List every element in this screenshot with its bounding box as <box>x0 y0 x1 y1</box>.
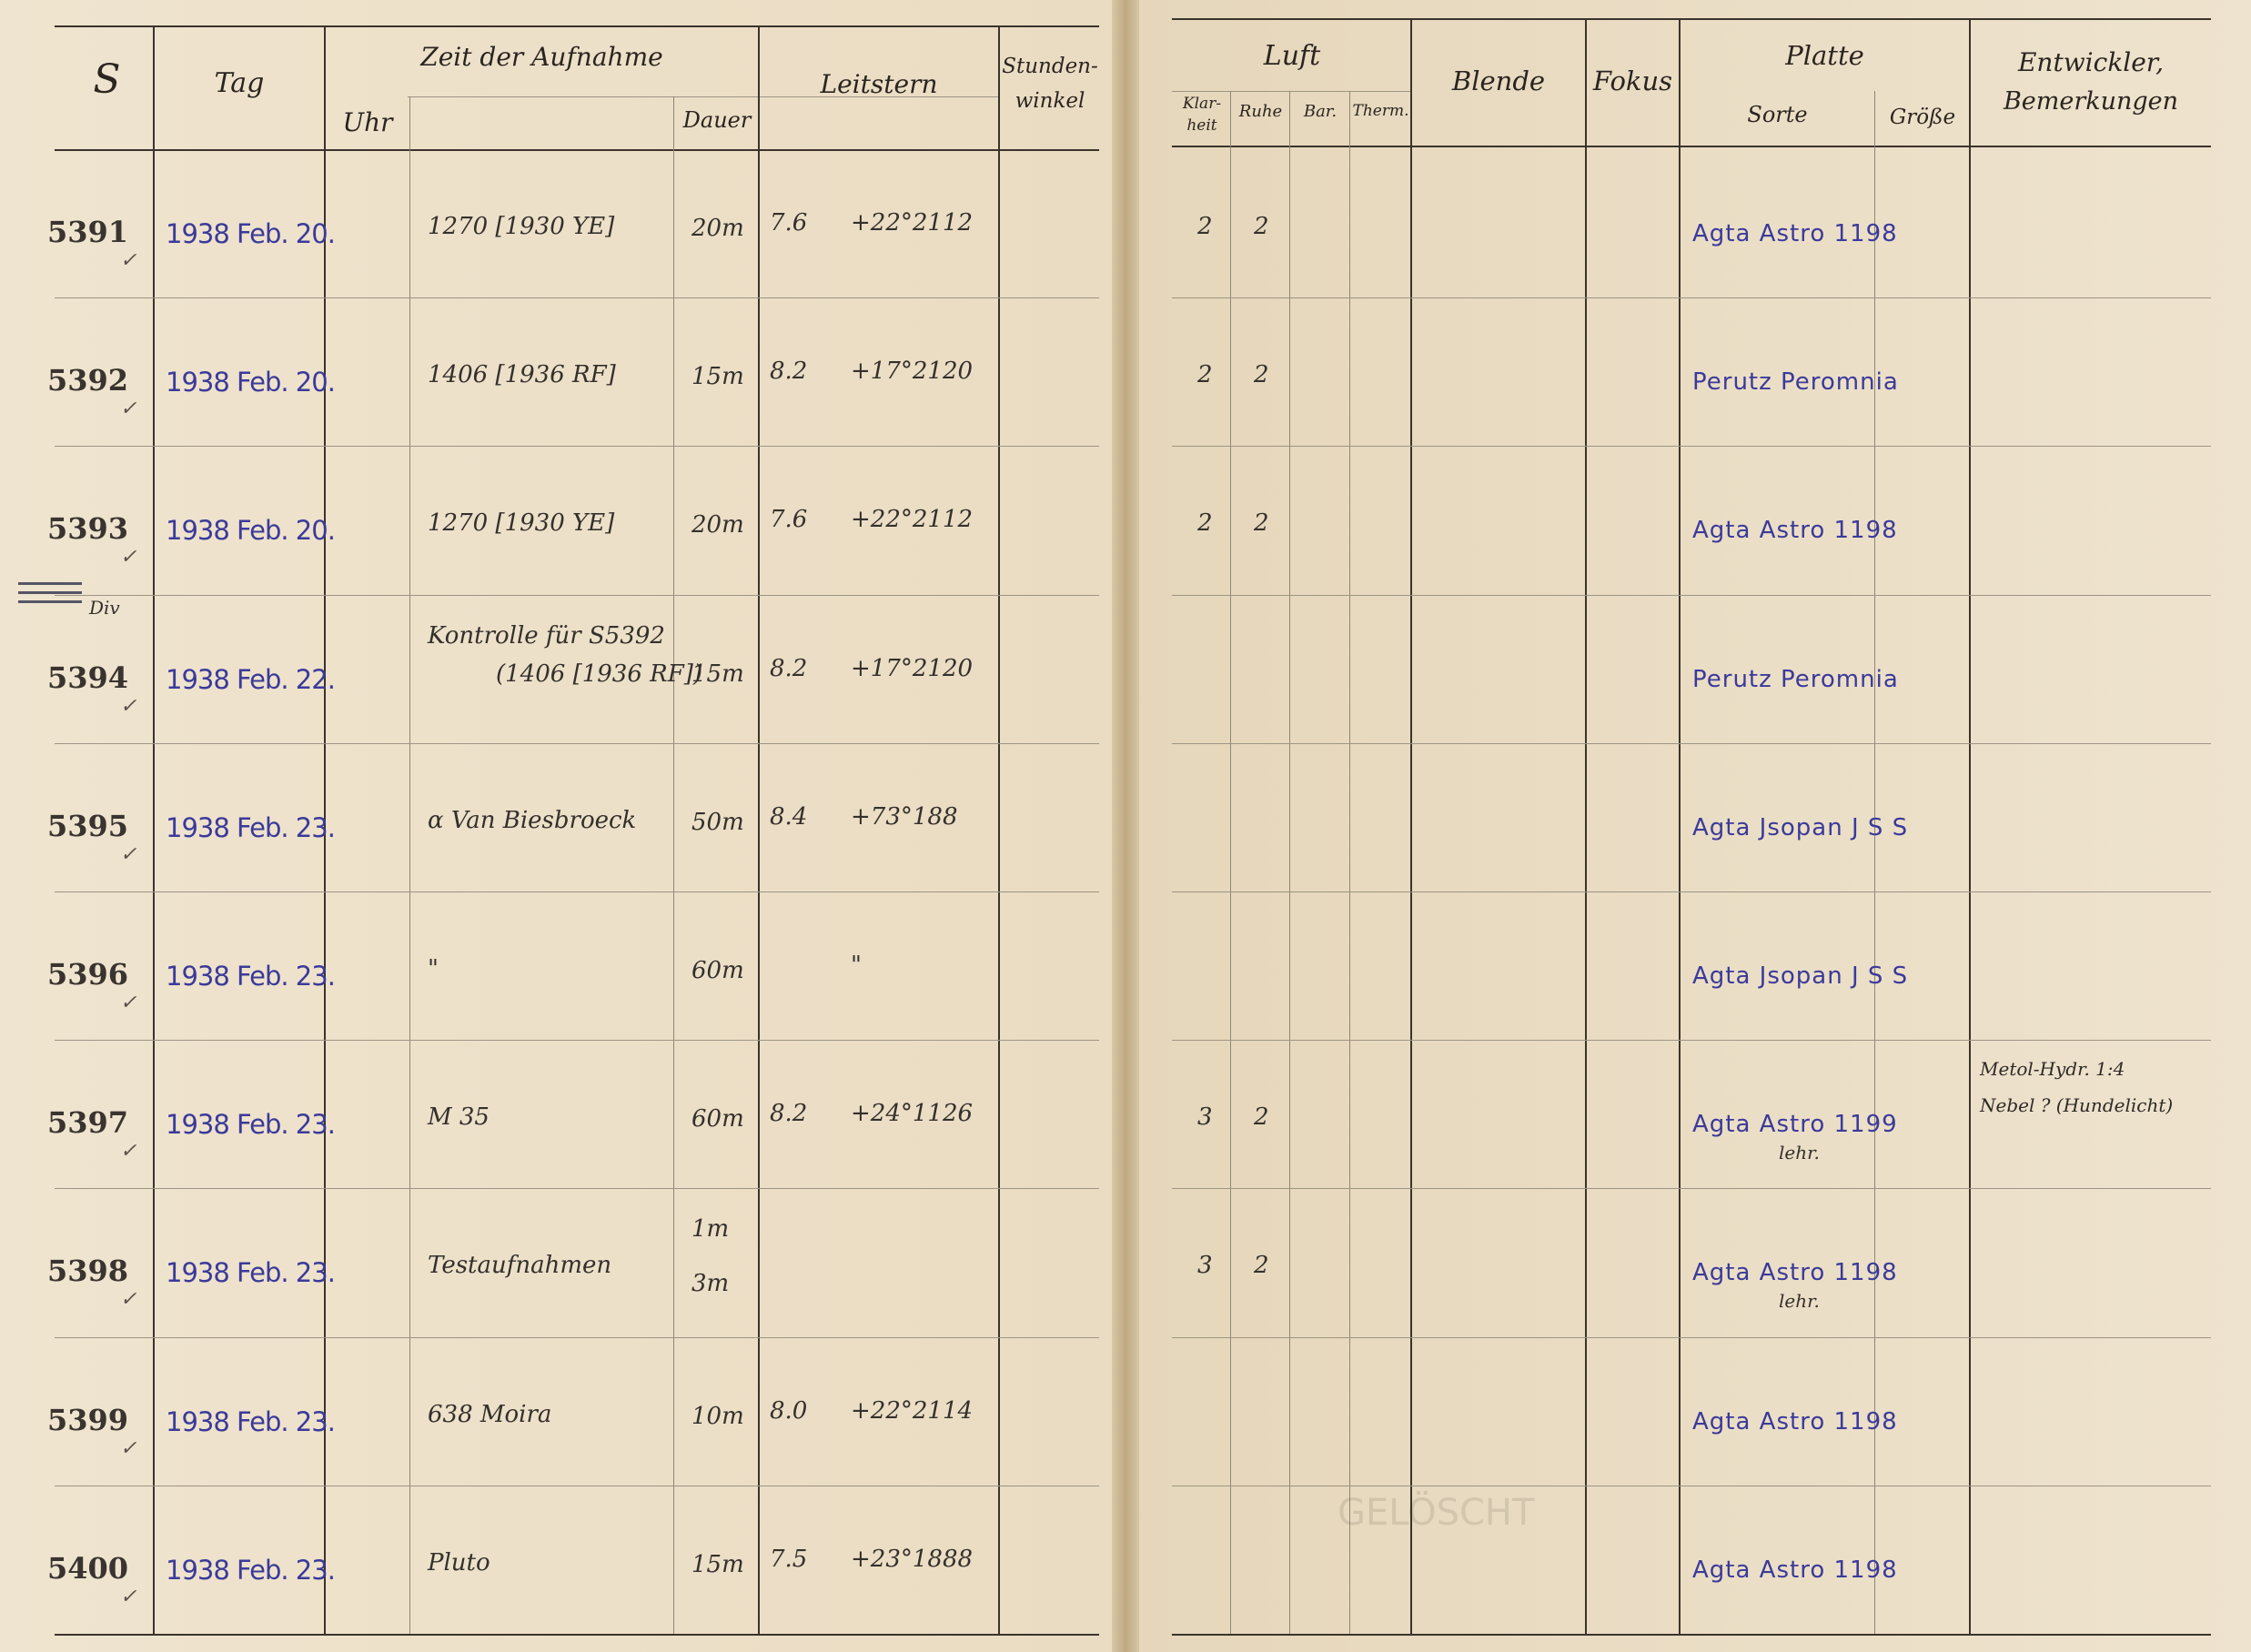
header-tag: Tag <box>214 67 265 99</box>
guide-star-magnitude: 8.2 <box>770 1100 808 1127</box>
check-mark: ✓ <box>120 546 137 569</box>
left-row-rule <box>55 1040 1099 1041</box>
entry-date: 1938 Feb. 20. <box>166 515 335 546</box>
plate-type: Agta Astro 1198 <box>1692 1259 1898 1286</box>
right-luft-subrule <box>1172 91 1410 92</box>
air-clarity: 2 <box>1197 509 1213 537</box>
developer-note: Metol-Hydr. 1:4 <box>1980 1058 2125 1080</box>
guide-star-id: +17°2120 <box>851 655 974 682</box>
left-col-obj <box>673 96 674 1634</box>
header-sorte: Sorte <box>1747 102 1808 127</box>
object-name: α Van Biesbroeck <box>428 807 637 834</box>
header-uhr: Uhr <box>342 107 393 137</box>
entry-number: 5393 <box>47 511 129 546</box>
check-mark: ✓ <box>120 1586 137 1608</box>
entry-date: 1938 Feb. 23. <box>166 961 335 992</box>
header-dauer: Dauer <box>682 107 752 133</box>
margin-stroke <box>18 600 82 603</box>
left-col-s <box>153 25 155 1636</box>
right-col-bar <box>1349 91 1350 1634</box>
right-col-therm <box>1410 18 1412 1636</box>
header-s: S <box>93 56 121 103</box>
header-blende: Blende <box>1451 65 1546 96</box>
air-steadiness: 2 <box>1254 1252 1269 1279</box>
plate-type: Agta Astro 1198 <box>1692 220 1898 247</box>
guide-star-magnitude: 8.0 <box>770 1397 808 1425</box>
left-bottom-rule <box>55 1634 1099 1636</box>
guide-star-id: +22°2114 <box>851 1397 974 1425</box>
left-col-leitstern <box>998 25 1000 1636</box>
plate-note: lehr. <box>1779 1142 1820 1163</box>
exposure-duration: 50m <box>691 809 744 836</box>
remark-note: Nebel ? (Hundelicht) <box>1980 1094 2174 1116</box>
entry-number: 5391 <box>47 215 129 249</box>
guide-star-id: +24°1126 <box>851 1100 974 1127</box>
object-name: " <box>428 955 439 982</box>
entry-number: 5392 <box>47 363 129 398</box>
plate-type: Agta Astro 1199 <box>1692 1111 1898 1138</box>
right-col-ruhe <box>1289 91 1290 1634</box>
margin-note: Div <box>89 597 120 619</box>
left-col-dauer <box>758 25 760 1636</box>
check-mark: ✓ <box>120 1140 137 1163</box>
margin-stroke <box>18 582 82 585</box>
guide-star-id: +17°2120 <box>851 358 974 385</box>
object-name-line2: (1406 [1936 RF]) <box>496 660 703 688</box>
left-row-rule <box>55 595 1099 596</box>
guide-star-magnitude: 7.5 <box>770 1546 808 1573</box>
left-row-rule <box>55 446 1099 447</box>
guide-star-id: " <box>851 952 862 979</box>
right-col-sorte <box>1874 91 1875 1634</box>
right-col-fokus <box>1679 18 1681 1636</box>
object-name: Testaufnahmen <box>428 1252 612 1279</box>
exposure-duration: 15m <box>691 1551 744 1578</box>
object-name: Pluto <box>428 1549 490 1576</box>
check-mark: ✓ <box>120 1437 137 1460</box>
exposure-duration: 15m <box>691 363 744 390</box>
margin-stroke <box>18 591 82 594</box>
check-mark: ✓ <box>120 1288 137 1311</box>
right-row-rule <box>1172 446 2211 447</box>
plate-type: Agta Jsopan J S S <box>1692 814 1909 841</box>
right-col-groesse <box>1969 18 1971 1636</box>
right-row-rule <box>1172 595 2211 596</box>
entry-date: 1938 Feb. 20. <box>166 218 335 249</box>
header-entwickler: Entwickler, <box>2017 47 2165 77</box>
header-groesse: Größe <box>1889 106 1956 129</box>
header-bemerkungen: Bemerkungen <box>2003 87 2179 116</box>
check-mark: ✓ <box>120 249 137 272</box>
entry-number: 5399 <box>47 1403 129 1437</box>
exposure-duration: 20m <box>691 215 744 242</box>
header-therm: Therm. <box>1352 102 1409 120</box>
right-row-rule <box>1172 891 2211 892</box>
object-name: Kontrolle für S5392 <box>428 622 665 650</box>
guide-star-magnitude: 7.6 <box>770 209 808 237</box>
air-steadiness: 2 <box>1254 509 1269 537</box>
object-name: 1270 [1930 YE] <box>428 213 615 240</box>
plate-type: Agta Jsopan J S S <box>1692 962 1909 990</box>
guide-star-magnitude: 8.2 <box>770 655 808 682</box>
air-steadiness: 2 <box>1254 1103 1269 1131</box>
entry-number: 5400 <box>47 1551 129 1586</box>
entry-date: 1938 Feb. 22. <box>166 664 335 695</box>
entry-date: 1938 Feb. 23. <box>166 812 335 843</box>
plate-type: Agta Astro 1198 <box>1692 517 1898 544</box>
header-luft: Luft <box>1263 40 1321 72</box>
left-row-rule <box>55 1337 1099 1338</box>
guide-star-magnitude: 8.4 <box>770 803 808 831</box>
entry-date: 1938 Feb. 23. <box>166 1109 335 1140</box>
header-winkel: winkel <box>1014 89 1085 113</box>
plate-note: lehr. <box>1779 1290 1820 1312</box>
entry-date: 1938 Feb. 23. <box>166 1257 335 1288</box>
left-header-rule <box>55 149 1099 151</box>
entry-date: 1938 Feb. 23. <box>166 1406 335 1437</box>
guide-star-id: +73°188 <box>851 803 958 831</box>
exposure-duration: 60m <box>691 957 744 984</box>
left-row-rule <box>55 891 1099 892</box>
left-row-rule <box>55 297 1099 298</box>
entry-number: 5395 <box>47 809 129 843</box>
object-name: 1270 [1930 YE] <box>428 509 615 537</box>
header-fokus: Fokus <box>1592 65 1673 96</box>
entry-number: 5398 <box>47 1254 129 1288</box>
exposure-duration: 1m <box>691 1215 730 1243</box>
right-row-rule <box>1172 1337 2211 1338</box>
check-mark: ✓ <box>120 992 137 1014</box>
object-name: 1406 [1936 RF] <box>428 361 616 388</box>
air-clarity: 3 <box>1197 1103 1213 1131</box>
guide-star-id: +22°2112 <box>851 506 974 533</box>
air-steadiness: 2 <box>1254 361 1269 388</box>
entry-date: 1938 Feb. 20. <box>166 367 335 398</box>
object-name: 638 Moira <box>428 1401 552 1428</box>
right-col-klar <box>1230 91 1231 1634</box>
exposure-duration: 15m <box>691 660 744 688</box>
entry-number: 5397 <box>47 1105 129 1140</box>
right-row-rule <box>1172 297 2211 298</box>
header-heit: heit <box>1186 116 1217 135</box>
guide-star-id: +22°2112 <box>851 209 974 237</box>
header-platte: Platte <box>1785 40 1864 71</box>
header-leitstern: Leitstern <box>820 69 938 99</box>
left-row-rule <box>55 1188 1099 1189</box>
left-row-rule <box>55 743 1099 744</box>
right-row-rule <box>1172 743 2211 744</box>
plate-type: Perutz Peromnia <box>1692 666 1899 693</box>
header-ruhe: Ruhe <box>1238 102 1283 121</box>
right-top-rule <box>1172 18 2211 20</box>
object-name: M 35 <box>428 1103 490 1131</box>
right-bottom-rule <box>1172 1634 2211 1636</box>
right-header-rule <box>1172 146 2211 147</box>
entry-number: 5396 <box>47 957 129 992</box>
entry-date: 1938 Feb. 23. <box>166 1555 335 1586</box>
check-mark: ✓ <box>120 398 137 420</box>
plate-type: Perutz Peromnia <box>1692 368 1899 396</box>
guide-star-id: +23°1888 <box>851 1546 974 1573</box>
exposure-duration: 60m <box>691 1105 744 1133</box>
exposure-duration: 20m <box>691 511 744 539</box>
air-steadiness: 2 <box>1254 213 1269 240</box>
header-klar: Klar- <box>1182 95 1222 113</box>
plate-type: Agta Astro 1198 <box>1692 1556 1898 1584</box>
right-col-blende <box>1585 18 1587 1636</box>
header-zeit: Zeit der Aufnahme <box>420 42 663 72</box>
entry-number: 5394 <box>47 660 129 695</box>
right-row-rule <box>1172 1188 2211 1189</box>
right-row-rule <box>1172 1040 2211 1041</box>
exposure-duration-2: 3m <box>691 1270 730 1297</box>
left-top-rule <box>55 25 1099 27</box>
ghost-text: GELÖSCHT <box>1337 1492 1535 1534</box>
air-clarity: 2 <box>1197 213 1213 240</box>
header-bar: Bar. <box>1303 102 1337 121</box>
guide-star-magnitude: 7.6 <box>770 506 808 533</box>
book-gutter <box>1112 0 1139 1652</box>
check-mark: ✓ <box>120 695 137 718</box>
header-stunden: Stunden- <box>1002 55 1098 78</box>
exposure-duration: 10m <box>691 1403 744 1430</box>
air-clarity: 2 <box>1197 361 1213 388</box>
left-col-uhr <box>409 96 410 1634</box>
plate-type: Agta Astro 1198 <box>1692 1408 1898 1435</box>
guide-star-magnitude: 8.2 <box>770 358 808 385</box>
air-clarity: 3 <box>1197 1252 1213 1279</box>
check-mark: ✓ <box>120 843 137 866</box>
